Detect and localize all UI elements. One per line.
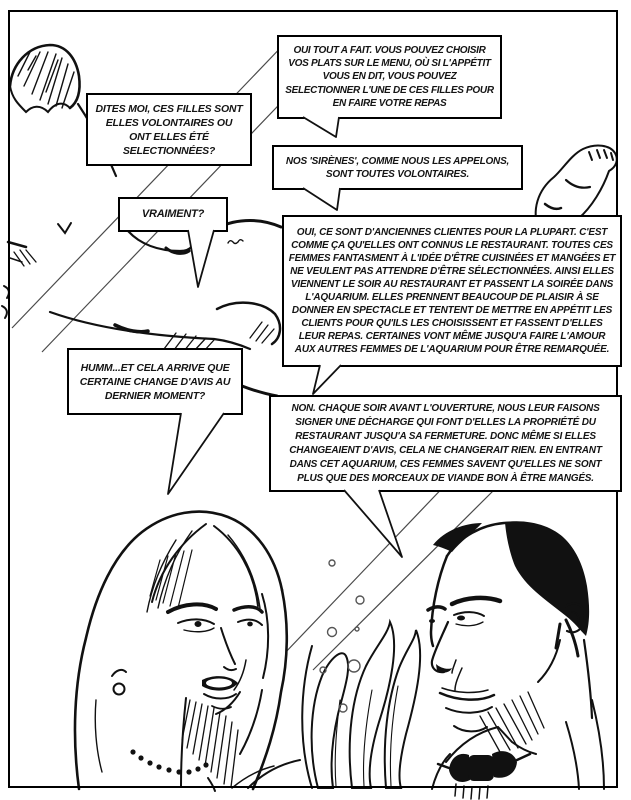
speech-bubble-non-chaque-soir	[269, 395, 622, 492]
bubble-text: VRAIMENT?	[141, 208, 205, 221]
bubble-text: DITES MOI, CES FILLES SONT ELLES VOLONTAIRES OU ONT ELLES ÉTÉ SELECTIONNÉES?	[95, 102, 243, 157]
woman-portrait-drawing	[75, 512, 300, 791]
bubble-text: OUI TOUT A FAIT. VOUS POUVEZ CHOISIR VOS PLATS SUR LE MENU, OÙ SI L'APPÉTIT VOUS EN DIT, VOUS POUVEZ SELECTIONNER L'UNE DE CES FILLES POUR EN FAIRE VOTRE REPAS	[285, 44, 494, 109]
bubble-text: OUI, CE SONT D'ANCIENNES CLIENTES POUR LA PLUPART. C'EST COMME ÇA QU'ELLES ONT CONNUS LE RESTAURANT. TOUTES CES FEMMES FANTASMENT À L'IDÉE D'ÊTRE CUISINÉES ET MANGÉES ET NE VEULENT PAS ATTENDRE D'ÊTRE SÉLECTIONNÉES. AINSI ELLES VIENNENT LE SOIR AU RESTAURANT ET PASSENT LA SOIRÉE DANS L'AQUARIUM. ELLES PRENNENT BEAUCOUP DE PLAISIR À SE DONNER EN SPECTACLE ET TENTENT DE METTRE EN APPÉTIT LES CLIENTS POUR QU'ILS LES CHOISISSENT ET FASSENT D'ELLES LEUR REPAS. CERTAINES VONT MÊME JUSQU'A FAIRE L'AMOUR AUX AUTRES FEMMES DE L'AQUARIUM POUR ÊTRE REMARQUÉE.	[288, 227, 616, 355]
speech-bubble-oui-tout-a-fait	[277, 35, 502, 119]
bubble-text: NOS 'SIRÈNES', COMME NOUS LES APPELONS, SONT TOUTES VOLONTAIRES.	[285, 155, 510, 180]
earring	[114, 684, 125, 695]
shirt-stripes	[455, 784, 488, 799]
teeth	[206, 679, 232, 688]
speech-bubble-oui-ce-sont	[282, 215, 622, 367]
speech-bubble-vraiment	[118, 197, 228, 232]
speech-bubble-humm	[67, 348, 243, 415]
man-portrait-drawing	[428, 521, 604, 799]
speech-bubble-dites-moi	[86, 93, 252, 166]
back-hair	[505, 521, 589, 636]
front-hair	[433, 523, 482, 552]
hair-hatching	[18, 52, 74, 108]
bubble-text: HUMM...ET CELA ARRIVE QUE CERTAINE CHANGE D'AVIS AU DERNIER MOMENT?	[79, 361, 231, 402]
speech-bubble-nos-sirenes	[272, 145, 523, 190]
seaweed-drawing	[302, 622, 420, 788]
bubble-text: NON. CHAQUE SOIR AVANT L'OUVERTURE, NOUS LEUR FAISONS SIGNER UNE DÉCHARGE QUI FONT D'ELLES LA PROPRIÉTÉ DU RESTAURANT JUSQU'A SA FERMETURE. DONC MÊME SI ELLES CHANGEAIENT D'AVIS, CELA NE CHANGERAIT RIEN. EN ENTRANT DANS CET AQUARIUM, CES FEMMES SAVENT QU'ELLES NE SONT PLUS QUE DES MORCEAUX DE VIANDE BON À ÊTRE MANGÉS.	[289, 402, 602, 484]
